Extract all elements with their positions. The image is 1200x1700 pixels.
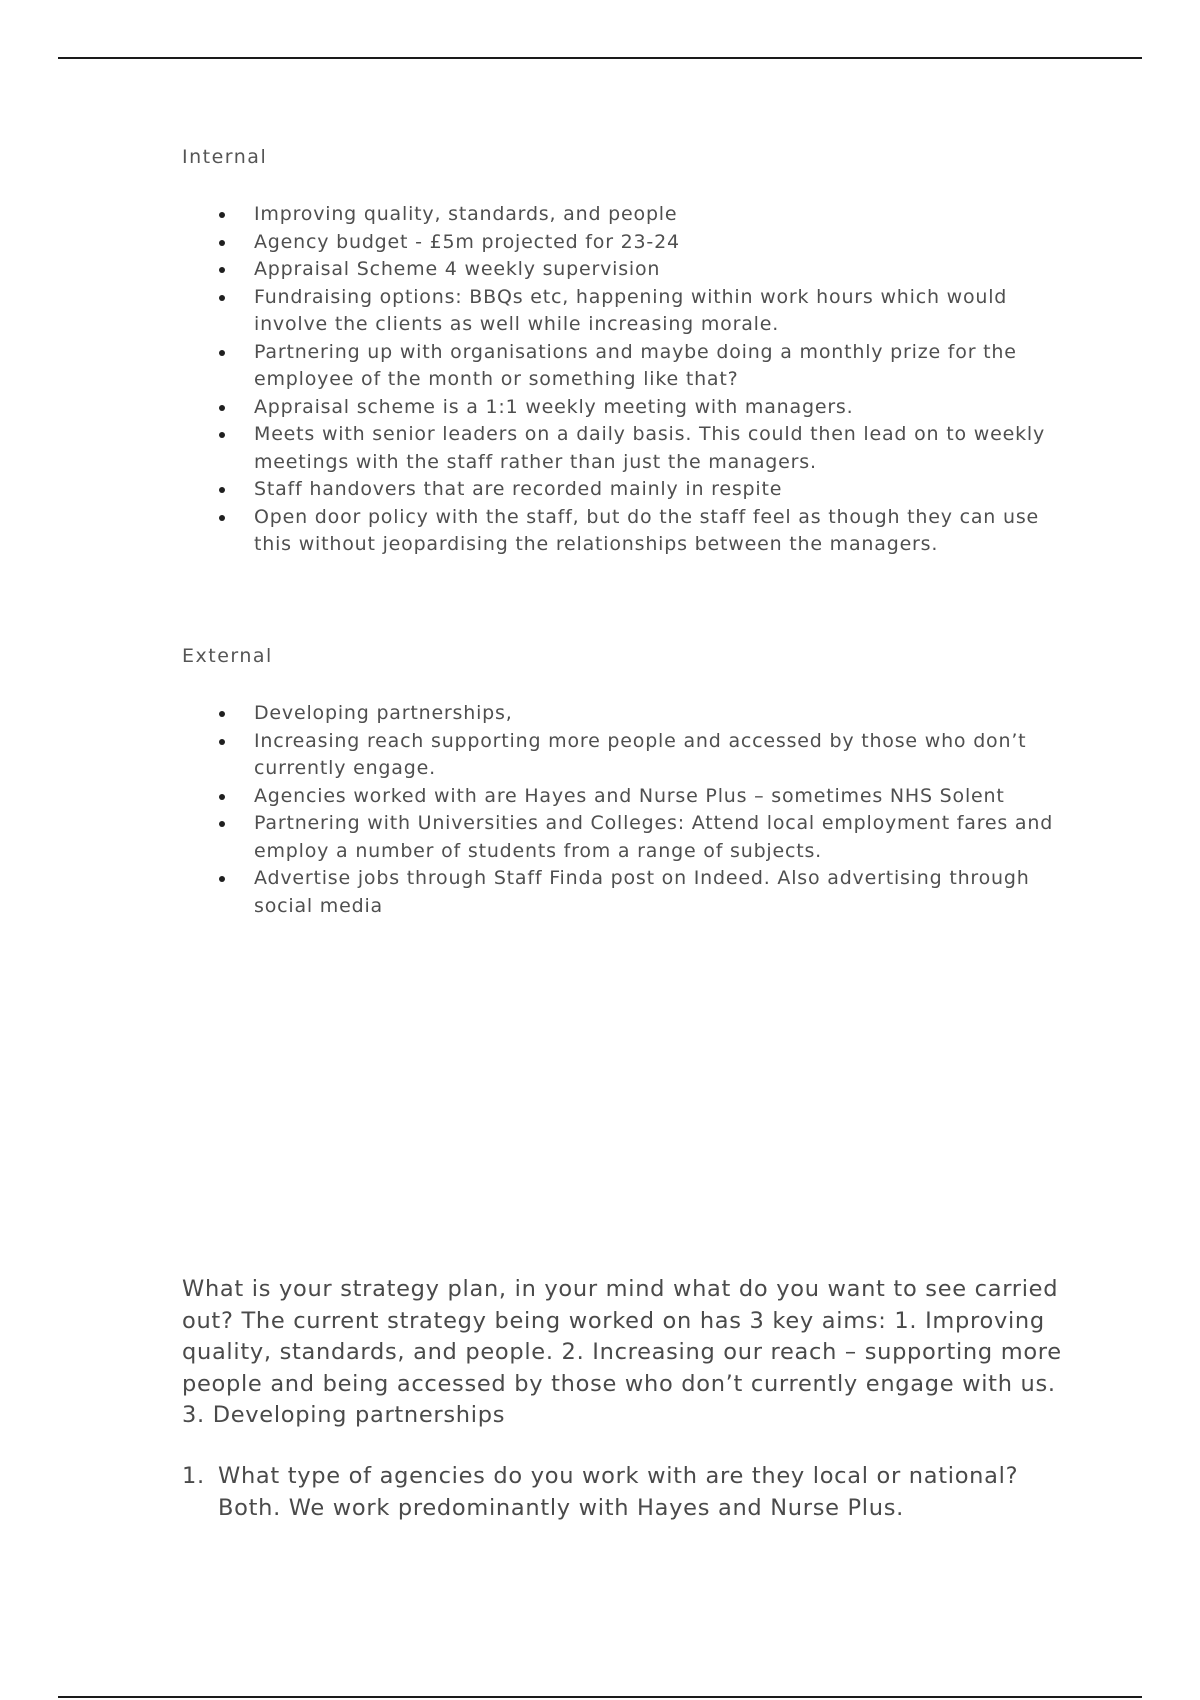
bottom-rule (58, 1696, 1142, 1698)
internal-list (182, 201, 1082, 559)
list-item: Meets with senior leaders on a daily basis. This could then lead on to weekly meetings with the staff rather than just the managers. (182, 421, 1082, 476)
external-heading: External (182, 645, 273, 667)
list-item: Advertise jobs through Staff Finda post on Indeed. Also advertising through social media (182, 865, 1082, 920)
question-text: What type of agencies do you work with are they local or national? Both. We work predominantly with Hayes and Nurse Plus. (218, 1463, 1019, 1521)
list-item: Developing partnerships, (182, 700, 1082, 728)
question-item (182, 1461, 1082, 1524)
list-item: Staff handovers that are recorded mainly in respite (182, 476, 1082, 504)
list-item: Agency budget - £5m projected for 23-24 (182, 229, 1082, 257)
external-list (182, 700, 1082, 920)
top-rule (58, 57, 1142, 59)
internal-heading: Internal (182, 146, 268, 168)
list-item: Partnering with Universities and Colleges: Attend local employment fares and employ a number of students from a range of subjects. (182, 810, 1082, 865)
list-item: Agencies worked with are Hayes and Nurse Plus – sometimes NHS Solent (182, 783, 1082, 811)
question-list (182, 1461, 1082, 1524)
strategy-paragraph: What is your strategy plan, in your mind what do you want to see carried out? The current strategy being worked on has 3 key aims: 1. Improving quality, standards, and people. 2. Increasing our reach – supporting more people and being accessed by those who don’t currently engage with us. 3. Developing partnerships (182, 1276, 1062, 1428)
list-item: Increasing reach supporting more people and accessed by those who don’t currently engage. (182, 728, 1082, 783)
list-item: Fundraising options: BBQs etc, happening within work hours which would involve the clients as well while increasing morale. (182, 284, 1082, 339)
list-item: Open door policy with the staff, but do the staff feel as though they can use this without jeopardising the relationships between the managers. (182, 504, 1082, 559)
list-item: Improving quality, standards, and people (182, 201, 1082, 229)
question-number: 1. (182, 1463, 205, 1489)
list-item: Partnering up with organisations and maybe doing a monthly prize for the employee of the month or something like that? (182, 339, 1082, 394)
list-item: Appraisal scheme is a 1:1 weekly meeting with managers. (182, 394, 1082, 422)
list-item: Appraisal Scheme 4 weekly supervision (182, 256, 1082, 284)
